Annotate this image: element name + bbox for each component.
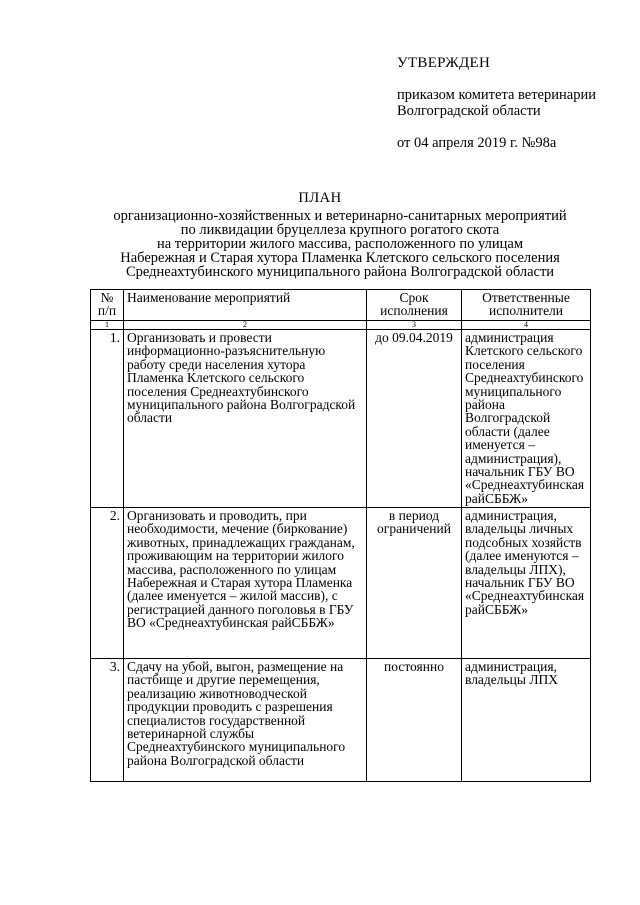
subtitle-line: Набережная и Старая хутора Пламенка Клетского сельского поселения [120,250,560,266]
subtitle-line: по ликвидации бруцеллеза крупного рогатого скота [180,222,500,238]
row-number: 3. [91,659,124,782]
subtitle-line: Среднеахтубинского муниципального района Волгоградской области [125,264,555,280]
approval-order-line: приказом комитета ветеринарии [397,87,596,103]
approval-region-line: Волгоградской области [397,103,541,119]
measure-name: Организовать и проводить, при необходимости, мечение (биркование) животных, принадлежащих гражданам, проживающим на территории жилого массива, расположенного по улицам Набережная и Старая хутора Пламенка (далее именуется – жилой массив), с регистрацией данного поголовья в ГБУ ВО «Среднеахтубинская райСББЖ» [124,508,367,659]
measure-executors: администрация, владельцы ЛПХ [462,659,591,782]
header-term: Срок исполнения [367,290,462,321]
row-number: 1. [91,330,124,508]
measure-name: Сдачу на убой, выгон, размещение на пастбище и другие перемещения, реализацию животноводческой продукции проводить с разрешения специалистов государственной ветеринарной службы Среднеахтубинского муниципального района Волгоградской области [124,659,367,782]
column-number: 4 [462,321,591,330]
header-name: Наименование мероприятий [124,290,367,321]
column-number: 1 [91,321,124,330]
measure-executors: администрация Клетского сельского поселения Среднеахтубинского муниципального района Волгоградской области (далее именуется – администрация), начальник ГБУ ВО «Среднеахтубинская райСББЖ» [462,330,591,508]
measure-term: в период ограничений [367,508,462,659]
row-number: 2. [91,508,124,659]
approval-stamp [397,55,632,151]
header-executors: Ответственные исполнители [462,290,591,321]
approval-heading: УТВЕРЖДЕН [397,55,491,71]
column-number: 2 [124,321,367,330]
approval-date: от 04 апреля 2019 г. №98а [397,135,557,151]
subtitle-line: организационно-хозяйственных и ветеринарно-санитарных мероприятий [113,208,567,224]
document-subtitle [90,209,590,279]
document-title: ПЛАН [298,190,342,206]
measure-term: постоянно [367,659,462,782]
measure-term: до 09.04.2019 [367,330,462,508]
plan-table [90,289,591,782]
measure-executors: администрация, владельцы личных подсобных хозяйств (далее именуются – владельцы ЛПХ), начальник ГБУ ВО «Среднеахтубинская райСББЖ» [462,508,591,659]
table-header-row [91,290,591,321]
table-row [91,330,591,508]
measure-name: Организовать и провести информационно-разъяснительную работу среди населения хутора Пламенка Клетского сельского поселения Среднеахтубинского муниципального района Волгоградской области [124,330,367,508]
column-number: 3 [367,321,462,330]
table-row [91,659,591,782]
header-num: № п/п [91,290,124,321]
column-number-row [91,321,591,330]
subtitle-line: на территории жилого массива, расположенного по улицам [156,236,524,252]
table-row [91,508,591,659]
